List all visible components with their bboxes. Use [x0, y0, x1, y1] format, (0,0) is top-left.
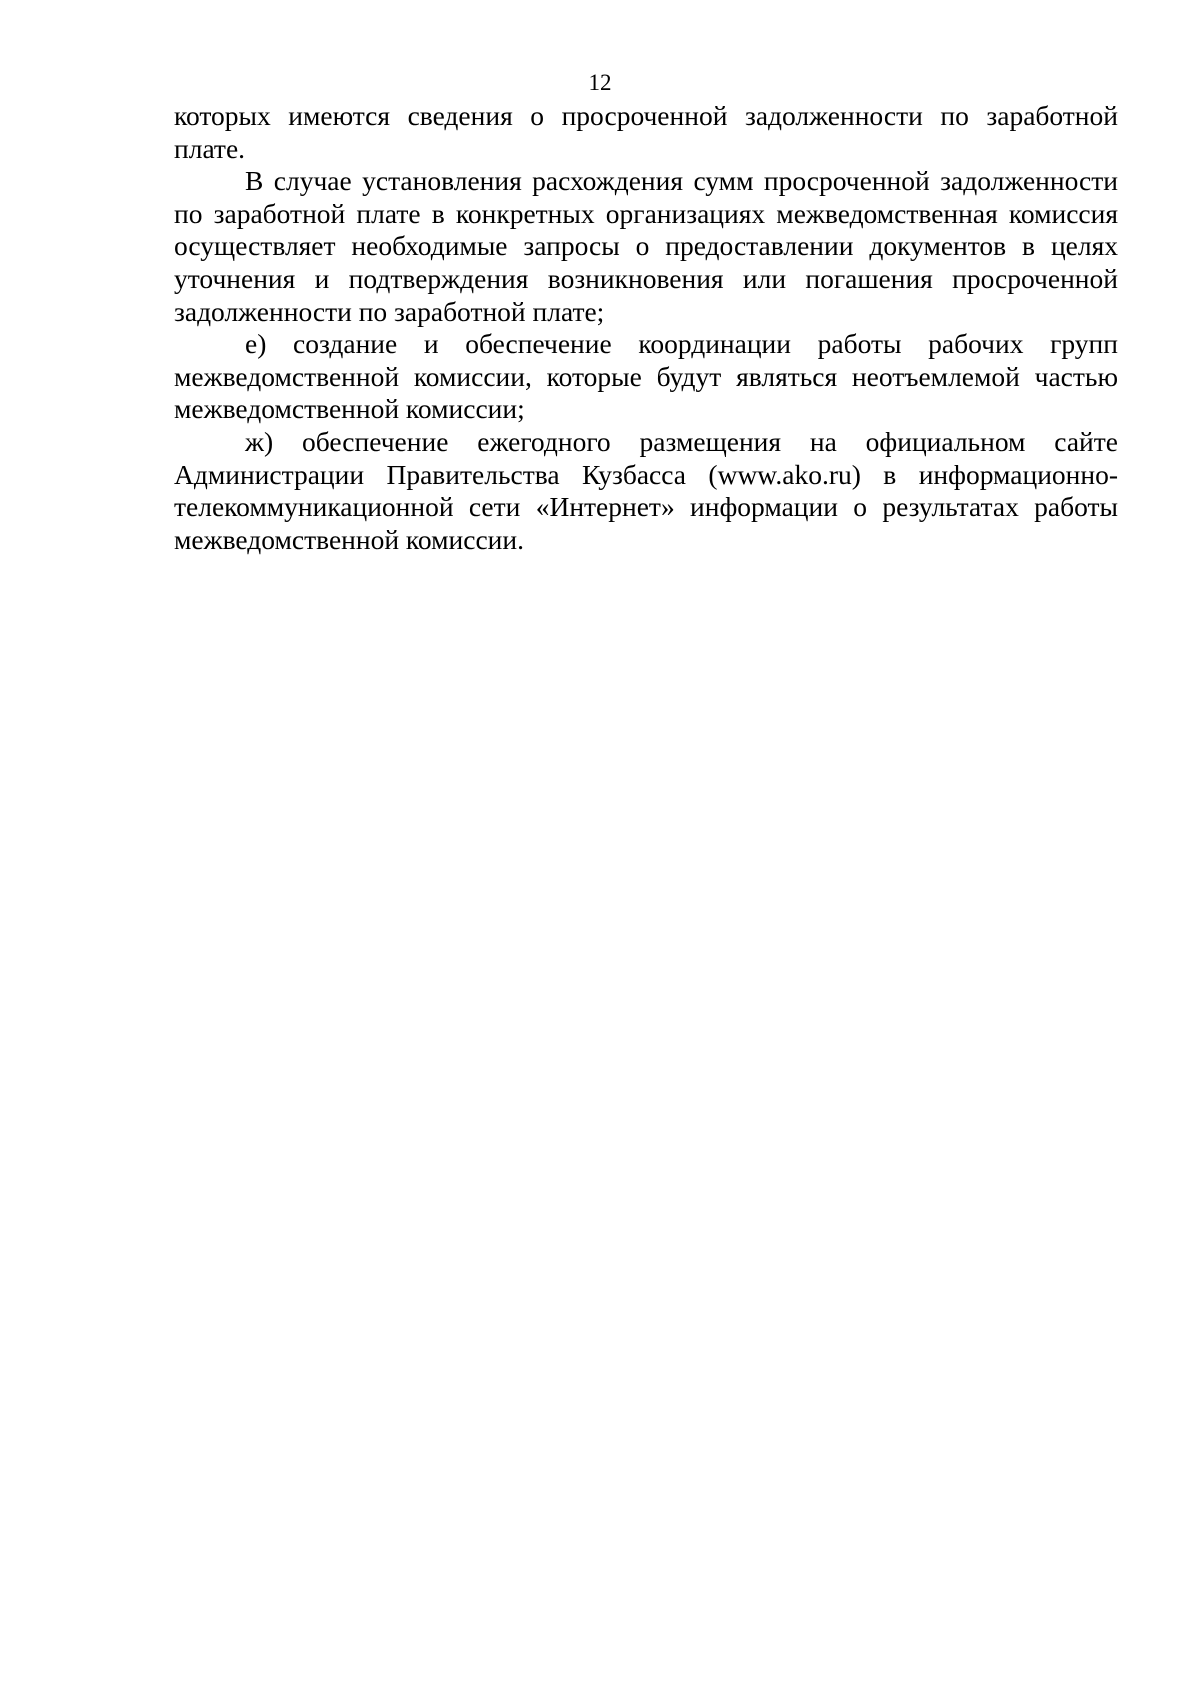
paragraph-item-zh: ж) обеспечение ежегодного размещения на официальном сайте Администрации Правительства Кузбасса (www.ako.ru) в информационно-телекоммуникационной сети «Интернет» информации о результатах работы межведомственной комиссии.	[174, 425, 1118, 555]
page-number: 12	[588, 70, 612, 95]
paragraph-discrepancy: В случае установления расхождения сумм просроченной задолженности по заработной плате в конкретных организациях межведомственная комиссия осуществляет необходимые запросы о предоставлении документов в целях уточнения и подтверждения возникновения или погашения просроченной задолженности по заработной плате;	[174, 165, 1118, 327]
paragraph-item-e: е) создание и обеспечение координации работы рабочих групп межведомственной комиссии, которые будут являться неотъемлемой частью межведомственной комиссии;	[174, 328, 1118, 425]
document-body	[174, 100, 1118, 556]
paragraph-continuation: которых имеются сведения о просроченной задолженности по заработной плате.	[174, 100, 1118, 164]
